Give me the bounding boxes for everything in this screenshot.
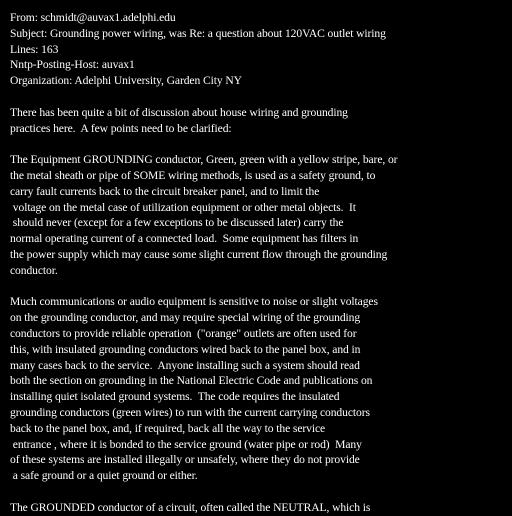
header-from: From: schmidt@auvax1.adelphi.edu	[10, 11, 176, 24]
usenet-article	[10, 10, 510, 516]
header-organization: Organization: Adelphi University, Garden City NY	[10, 74, 242, 88]
header-lines: Lines: 163	[10, 42, 59, 56]
body-line: The GROUNDED conductor of a circuit, often called the NEUTRAL, which is	[10, 500, 371, 514]
blank-line	[10, 89, 510, 105]
body-line: conductors to provide reliable operation ("orange" outlets are often used for	[10, 326, 357, 340]
paragraph-grounding-conductor	[10, 152, 510, 278]
body-line: grounding conductors (green wires) to run with the current carrying conductors	[10, 405, 370, 419]
body-line: many cases back to the service. Anyone installing such a system should read	[10, 358, 360, 372]
body-line: should never (except for a few exceptions to be discussed later) carry the	[10, 216, 344, 230]
body-line: carry fault currents back to the circuit breaker panel, and to limit the	[10, 184, 320, 198]
body-line: normal operating current of a connected load. Some equipment has filters in	[10, 232, 359, 246]
body-line: conductor.	[10, 263, 58, 277]
body-line: back to the panel box, and, if required, back all the way to the service	[10, 421, 326, 435]
body-line: practices here. A few points need to be clarified:	[10, 121, 232, 135]
header-subject: Subject: Grounding power wiring, was Re: a question about 120VAC outlet wiring	[10, 26, 386, 40]
body-line: of these systems are installed illegally or unsafely, where they do not provide	[10, 453, 360, 467]
blank-line	[10, 136, 510, 152]
body-line: on the grounding conductor, and may require special wiring of the grounding	[10, 311, 361, 325]
paragraph-intro	[10, 105, 510, 137]
body-line: The Equipment GROUNDING conductor, Green, green with a yellow stripe, bare, or	[10, 153, 398, 167]
body-line: installing quiet isolated ground systems. The code requires the insulated	[10, 390, 340, 404]
blank-line	[10, 484, 510, 500]
blank-line	[10, 279, 510, 295]
body-line: a safe ground or a quiet ground or either.	[10, 469, 198, 483]
body-line: the power supply which may cause some slight current flow through the grounding	[10, 247, 388, 261]
header-posting-host: Nntp-Posting-Host: auvax1	[10, 58, 135, 72]
body-line: both the section on grounding in the National Electric Code and publications on	[10, 374, 373, 388]
body-line: voltage on the metal case of utilization equipment or other metal objects. It	[10, 200, 356, 214]
paragraph-communications-equipment	[10, 294, 510, 484]
body-line: entrance , where it is bonded to the service ground (water pipe or rod) Many	[10, 437, 362, 451]
paragraph-grounded-conductor	[10, 500, 510, 516]
body-line: the metal sheath or pipe of SOME wiring methods, is used as a safety ground, to	[10, 168, 376, 182]
body-line: this, with insulated grounding conductors wired back to the panel box, and in	[10, 342, 361, 356]
body-line: There has been quite a bit of discussion about house wiring and grounding	[10, 105, 348, 119]
body-line: Much communications or audio equipment is sensitive to noise or slight voltages	[10, 295, 378, 309]
